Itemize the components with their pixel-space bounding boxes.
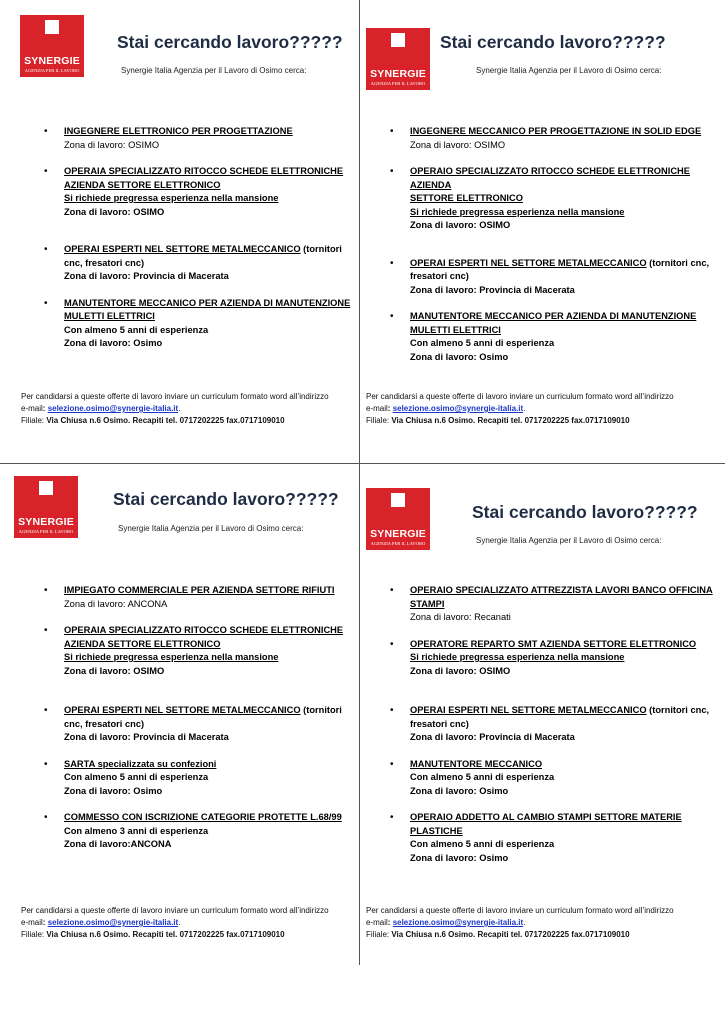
bullet-icon: •: [390, 758, 394, 770]
bullet-icon: •: [390, 812, 394, 823]
flyer-subtitle: Synergie Italia Agenzia per il Lavoro di Osimo cerca:: [476, 536, 662, 545]
job-item: [386, 704, 725, 745]
job-title: MANUTENTORE MECCANICO PER AZIENDA DI MANUTENZIONE: [410, 311, 697, 321]
footer-instructions: Per candidarsi a queste offerte di lavoro inviare un curriculum formato word all’indirizzo: [366, 392, 674, 401]
job-detail: Zona di lavoro: OSIMO: [64, 139, 160, 150]
bullet-icon: •: [44, 297, 48, 309]
job-detail: Zona di lavoro: Osimo: [410, 785, 509, 796]
flyer-title: Stai cercando lavoro?????: [472, 502, 698, 522]
footer-branch-address: Via Chiusa n.6 Osimo. Recapiti tel. 0717202225 fax.0717109010: [391, 416, 630, 425]
bullet-icon: •: [44, 812, 48, 823]
footer-email-colon: :: [42, 918, 46, 927]
job-title: OPERAI ESPERTI NEL SETTORE METALMECCANICO: [410, 705, 647, 715]
job-item: [386, 165, 725, 233]
job-detail: Zona di lavoro: OSIMO: [64, 206, 165, 217]
footer-email-colon: :: [42, 404, 46, 413]
job-detail: Zona di lavoro: Osimo: [410, 351, 509, 362]
footer-period: .: [523, 918, 526, 927]
job-detail: Zona di lavoro: Provincia di Macerata: [410, 732, 575, 742]
job-detail: Con almeno 5 anni di esperienza: [410, 839, 555, 849]
job-list: [386, 584, 725, 865]
email-link[interactable]: selezione.osimo@synergie-italia.it: [392, 918, 524, 927]
job-list: [40, 584, 360, 852]
job-title: OPERAIO SPECIALIZZATO RITOCCO SCHEDE ELETTRONICHE AZIENDA: [410, 166, 690, 190]
job-detail: Si richiede pregressa esperienza nella mansione: [64, 652, 279, 662]
job-item: [386, 758, 725, 799]
job-detail: Con almeno 5 anni di esperienza: [64, 324, 209, 335]
footer-email-colon: :: [387, 918, 391, 927]
footer-instructions: Per candidarsi a queste offerte di lavoro inviare un curriculum formato word all’indirizzo: [366, 906, 674, 915]
bullet-icon: •: [44, 244, 48, 255]
synergie-logo: [14, 476, 78, 538]
job-item: [40, 584, 360, 611]
job-title: INGEGNERE ELETTRONICO PER PROGETTAZIONE: [64, 126, 293, 136]
email-link[interactable]: selezione.osimo@synergie-italia.it: [392, 404, 524, 413]
bullet-icon: •: [44, 625, 48, 636]
bullet-icon: •: [390, 638, 394, 650]
footer-instructions: Per candidarsi a queste offerte di lavoro inviare un curriculum formato word all’indirizzo: [21, 906, 329, 915]
footer-branch-address: Via Chiusa n.6 Osimo. Recapiti tel. 0717202225 fax.0717109010: [46, 930, 285, 939]
flyer-top-left: [0, 0, 350, 463]
job-detail: Zona di lavoro: Provincia di Macerata: [64, 271, 229, 281]
job-title: OPERAIA SPECIALIZZATO RITOCCO SCHEDE ELETTRONICHE: [64, 625, 344, 635]
job-detail: Zona di lavoro: Osimo: [410, 852, 509, 863]
job-item: [386, 811, 725, 865]
logo-square-icon: [391, 33, 405, 47]
job-detail: cnc, fresatori cnc): [64, 257, 145, 268]
job-detail: Con almeno 3 anni di esperienza: [64, 825, 209, 836]
footer-period: .: [523, 404, 526, 413]
footer-email-label: e-mail: [21, 918, 43, 927]
footer-email-label: e-mail: [366, 404, 388, 413]
job-item: [386, 638, 725, 679]
job-detail: Zona di lavoro: OSIMO: [64, 665, 165, 676]
logo-square-icon: [39, 481, 53, 495]
flyer-title: Stai cercando lavoro?????: [117, 32, 343, 52]
job-title: OPERAIO SPECIALIZZATO ATTREZZISTA LAVORI BANCO OFFICINA: [410, 585, 713, 595]
job-title-line: [410, 704, 725, 718]
job-list: [386, 125, 725, 364]
flyer-footer: [366, 905, 711, 941]
job-detail: Con almeno 5 anni di esperienza: [410, 772, 555, 782]
job-item: [40, 758, 360, 799]
job-title: SARTA specializzata su confezioni: [64, 758, 217, 769]
job-title-detail: (tornitori: [300, 244, 342, 254]
logo-square-icon: [45, 20, 59, 34]
logo-brand: SYNERGIE: [24, 55, 80, 67]
bullet-icon: •: [390, 126, 394, 137]
flyer-bottom-left: [0, 464, 350, 964]
bullet-icon: •: [44, 585, 48, 596]
synergie-logo: [20, 15, 84, 77]
bullet-icon: •: [390, 257, 394, 269]
job-title-line: [64, 704, 360, 718]
email-link[interactable]: selezione.osimo@synergie-italia.it: [47, 918, 179, 927]
logo-tagline: AGENZIA PER IL LAVORO: [24, 68, 80, 73]
job-detail: Zona di lavoro: OSIMO: [410, 139, 506, 150]
flyer-title: Stai cercando lavoro?????: [440, 32, 666, 52]
bullet-icon: •: [390, 166, 394, 177]
job-detail: Zona di lavoro:ANCONA: [64, 839, 172, 849]
flyer-top-right: [362, 0, 712, 463]
job-title: IMPIEGATO COMMERCIALE PER AZIENDA SETTORE RIFIUTI: [64, 585, 335, 595]
footer-email-colon: :: [387, 404, 391, 413]
bullet-icon: •: [44, 126, 48, 137]
job-item: [40, 125, 360, 152]
job-detail: Zona di lavoro: ANCONA: [64, 598, 168, 609]
email-link[interactable]: selezione.osimo@synergie-italia.it: [47, 404, 179, 413]
flyer-footer: [21, 905, 366, 941]
job-detail: Con almeno 5 anni di esperienza: [410, 338, 555, 348]
job-title-detail: (tornitori: [300, 705, 342, 715]
job-detail: Si richiede pregressa esperienza nella mansione: [410, 652, 625, 662]
job-detail: Si richiede pregressa esperienza nella mansione: [64, 193, 279, 203]
job-detail: MULETTI ELETTRICI: [64, 311, 155, 321]
job-item: [40, 165, 360, 219]
job-title-detail: (tornitori cnc,: [646, 257, 710, 268]
logo-tagline: AGENZIA PER IL LAVORO: [370, 81, 426, 86]
job-item: [40, 243, 360, 284]
bullet-icon: •: [390, 311, 394, 322]
footer-branch-label: Filiale:: [366, 930, 390, 939]
logo-brand: SYNERGIE: [370, 68, 426, 80]
job-detail: MULETTI ELETTRICI: [410, 324, 501, 335]
flyer-subtitle: Synergie Italia Agenzia per il Lavoro di Osimo cerca:: [121, 66, 307, 75]
footer-branch-label: Filiale:: [366, 416, 390, 425]
flyer-footer: [366, 391, 711, 427]
job-title: MANUTENTORE MECCANICO: [410, 758, 543, 769]
job-detail: SETTORE ELETTRONICO: [410, 193, 523, 203]
footer-email-label: e-mail: [366, 918, 388, 927]
flyer-subtitle: Synergie Italia Agenzia per il Lavoro di Osimo cerca:: [476, 66, 662, 75]
job-detail: fresatori cnc): [410, 271, 469, 281]
job-detail: Zona di lavoro: OSIMO: [410, 220, 511, 230]
job-item: [40, 704, 360, 745]
footer-branch-label: Filiale:: [21, 930, 45, 939]
job-item: [386, 125, 725, 152]
job-detail: Zona di lavoro: Provincia di Macerata: [410, 284, 575, 295]
footer-branch-address: Via Chiusa n.6 Osimo. Recapiti tel. 0717202225 fax.0717109010: [46, 416, 285, 425]
logo-tagline: AGENZIA PER IL LAVORO: [370, 541, 426, 546]
job-item: [40, 297, 360, 351]
job-detail: Con almeno 5 anni di esperienza: [64, 772, 209, 782]
flyer-title: Stai cercando lavoro?????: [113, 489, 339, 509]
job-detail: AZIENDA SETTORE ELETTRONICO: [64, 638, 221, 649]
job-item: [386, 310, 725, 364]
job-detail: PLASTICHE: [410, 825, 463, 836]
footer-instructions: Per candidarsi a queste offerte di lavoro inviare un curriculum formato word all’indirizzo: [21, 392, 329, 401]
job-title-line: [64, 243, 360, 257]
job-item: [386, 584, 725, 625]
logo-tagline: AGENZIA PER IL LAVORO: [18, 529, 74, 534]
bullet-icon: •: [44, 758, 48, 770]
job-list: [40, 125, 360, 351]
bullet-icon: •: [44, 166, 48, 177]
footer-period: .: [178, 918, 181, 927]
footer-email-label: e-mail: [21, 404, 43, 413]
job-detail: Zona di lavoro: Recanati: [410, 612, 511, 622]
bullet-icon: •: [390, 705, 394, 716]
job-detail: Zona di lavoro: Osimo: [64, 338, 163, 348]
job-detail: Zona di lavoro: OSIMO: [410, 665, 511, 676]
flyer-bottom-right: [362, 464, 712, 964]
job-detail: STAMPI: [410, 598, 445, 609]
job-title-detail: (tornitori cnc,: [646, 705, 710, 715]
job-title: OPERAIA SPECIALIZZATO RITOCCO SCHEDE ELETTRONICHE: [64, 166, 344, 176]
job-detail: Zona di lavoro: Provincia di Macerata: [64, 732, 229, 742]
job-item: [40, 624, 360, 678]
logo-brand: SYNERGIE: [370, 528, 426, 540]
footer-period: .: [178, 404, 181, 413]
footer-branch-address: Via Chiusa n.6 Osimo. Recapiti tel. 0717202225 fax.0717109010: [391, 930, 630, 939]
job-item: [386, 257, 725, 298]
synergie-logo: [366, 488, 430, 550]
job-title: OPERAI ESPERTI NEL SETTORE METALMECCANICO: [64, 244, 301, 254]
footer-branch-label: Filiale:: [21, 416, 45, 425]
job-title: COMMESSO CON ISCRIZIONE CATEGORIE PROTETTE L.68/99: [64, 812, 342, 822]
logo-square-icon: [391, 493, 405, 507]
job-title: OPERAIO ADDETTO AL CAMBIO STAMPI SETTORE MATERIE: [410, 812, 682, 822]
logo-brand: SYNERGIE: [18, 516, 74, 528]
job-title-line: [410, 257, 725, 271]
job-detail: AZIENDA SETTORE ELETTRONICO: [64, 179, 221, 190]
bullet-icon: •: [390, 585, 394, 596]
job-title: OPERAI ESPERTI NEL SETTORE METALMECCANICO: [410, 257, 647, 268]
job-detail: fresatori cnc): [410, 718, 469, 729]
job-detail: Zona di lavoro: Osimo: [64, 785, 163, 796]
job-item: [40, 811, 360, 852]
flyer-footer: [21, 391, 366, 427]
bullet-icon: •: [44, 705, 48, 716]
job-title: INGEGNERE MECCANICO PER PROGETTAZIONE IN SOLID EDGE: [410, 126, 702, 136]
job-detail: Si richiede pregressa esperienza nella mansione: [410, 206, 625, 217]
job-title: OPERATORE REPARTO SMT AZIENDA SETTORE ELETTRONICO: [410, 638, 697, 649]
job-title: MANUTENTORE MECCANICO PER AZIENDA DI MANUTENZIONE: [64, 297, 351, 308]
synergie-logo: [366, 28, 430, 90]
flyer-subtitle: Synergie Italia Agenzia per il Lavoro di Osimo cerca:: [118, 524, 304, 533]
job-detail: cnc, fresatori cnc): [64, 718, 145, 729]
job-title: OPERAI ESPERTI NEL SETTORE METALMECCANICO: [64, 705, 301, 715]
